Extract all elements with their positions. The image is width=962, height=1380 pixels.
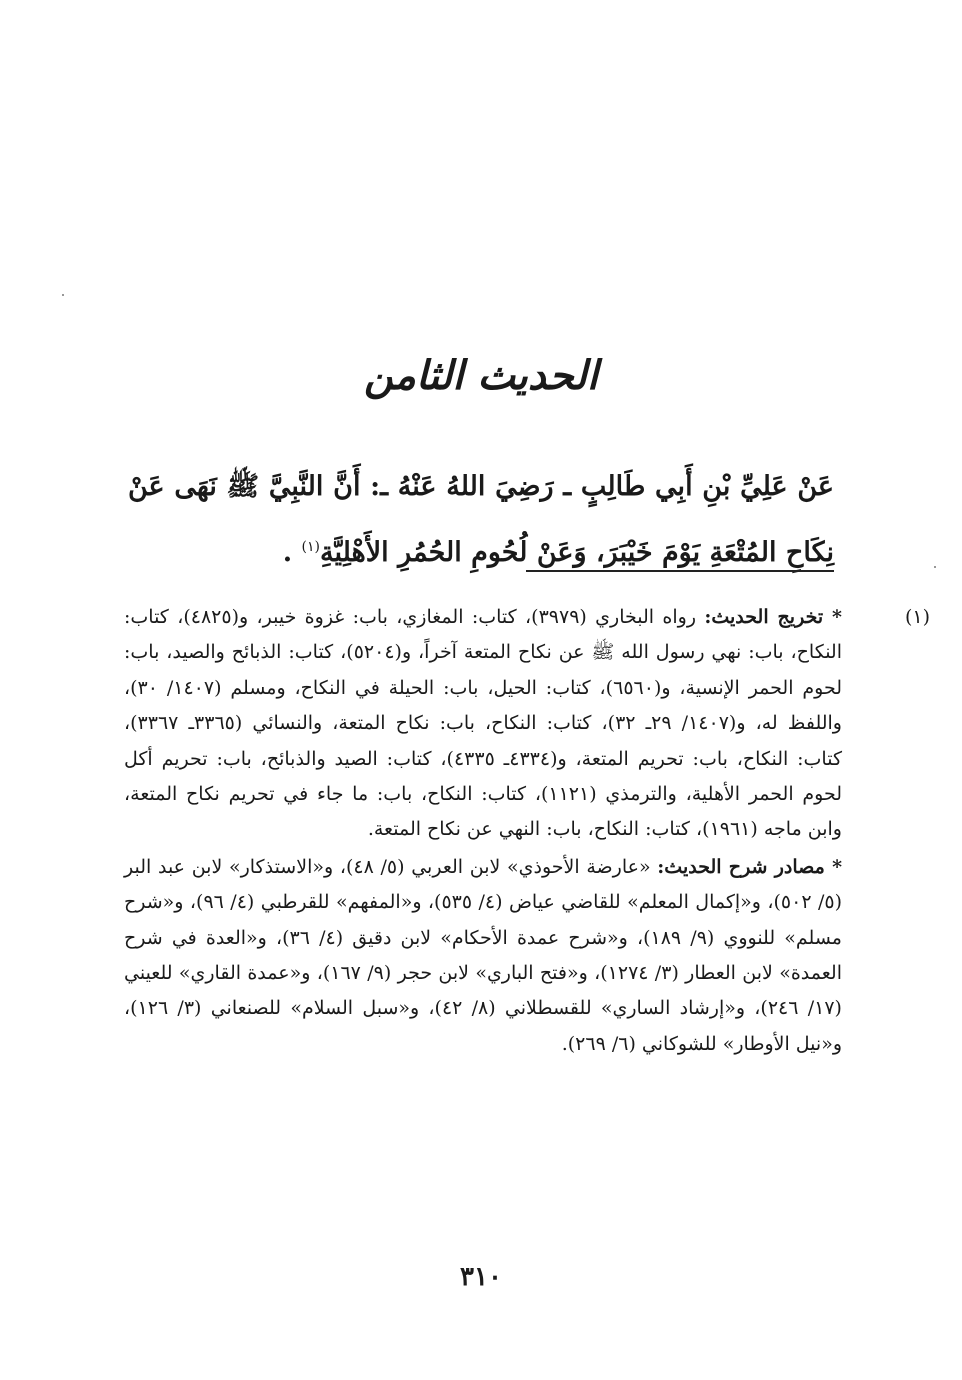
footnote-reference[interactable]: (١) <box>301 539 320 555</box>
hadith-end: . <box>282 537 302 568</box>
takhrij-label: * تخريج الحديث: <box>704 606 842 628</box>
paper-speck <box>62 294 64 296</box>
paper-speck <box>934 566 936 568</box>
footnote-number: (١) <box>904 606 930 628</box>
hadith-body: عَنْ عَلِيِّ بْنِ أَبِي طَالِبٍ ـ رَضِيَ اللهُ عَنْهُ ـ: أَنَّ النَّبِيَّ ﷺ نَهَى عَنْ نِكَاحِ المُتْعَةِ يَوْمَ خَيْبَرَ، وَعَنْ لُحُومِ الحُمُرِ الأَهْلِيَّةِ <box>128 471 834 568</box>
takhrij-text: رواه البخاري (٣٩٧٩)، كتاب: المغازي، باب: غزوة خيبر، و(٤٨٢٥)، كتاب: النكاح، باب: نهي رسول الله ﷺ عن نكاح المتعة آخراً، و(٥٢٠٤)، كتاب: الذبائح والصيد، باب: لحوم الحمر الإنسية، و(٦٥٦٠)، كتاب: الحيل، باب: الحيلة في النكاح، ومسلم (١٤٠٧/ ٣٠)، واللفظ له، و(١٤٠٧/ ٢٩ـ ٣٢)، كتاب: النكاح، باب: نكاح المتعة، والنسائي (٣٣٦٥ـ ٣٣٦٧)، كتاب: النكاح، باب: تحريم المتعة، و(٤٣٣٤ـ ٤٣٣٥)، كتاب: الصيد والذبائح، باب: تحريم أكل لحوم الحمر الأهلية، والترمذي (١١٢١)، كتاب: النكاح، باب: ما جاء في تحريم نكاح المتعة، وابن ماجه (١٩٦١)، كتاب: النكاح، باب: النهي عن نكاح المتعة. <box>124 606 843 841</box>
page-number: ٣١٠ <box>460 1262 502 1292</box>
takhrij-paragraph <box>124 600 842 848</box>
chapter-heading: الحديث الثامن <box>364 352 598 399</box>
masadir-text: «عارضة الأحوذي» لابن العربي (٥/ ٤٨)، و«الاستذكار» لابن عبد البر (٥/ ٥٠٢)، و«إكمال المعلم» للقاضي عياض (٤/ ٥٣٥)، و«المفهم» للقرطبي (٤/ ٩٦)، و«شرح مسلم» للنووي (٩/ ١٨٩)، و«شرح عمدة الأحكام» لابن دقيق (٤/ ٣٦)، و«العدة في شرح العمدة» لابن العطار (٣/ ١٢٧٤)، و«فتح الباري» لابن حجر (٩/ ١٦٧)، و«عمدة القاري» للعيني (١٧/ ٢٤٦)، و«إرشاد الساري» للقسطلاني (٨/ ٤٢)، و«سبل السلام» للصنعاني (٣/ ١٢٦)، و«نيل الأوطار» للشوكاني (٦/ ٢٦٩). <box>124 855 843 1055</box>
masadir-paragraph <box>124 850 842 1062</box>
hadith-text <box>128 456 834 583</box>
masadir-label: * مصادر شرح الحديث: <box>657 855 843 878</box>
footnote-separator <box>526 570 834 572</box>
footnote-1 <box>124 600 930 1062</box>
footnote-block <box>124 600 930 1062</box>
